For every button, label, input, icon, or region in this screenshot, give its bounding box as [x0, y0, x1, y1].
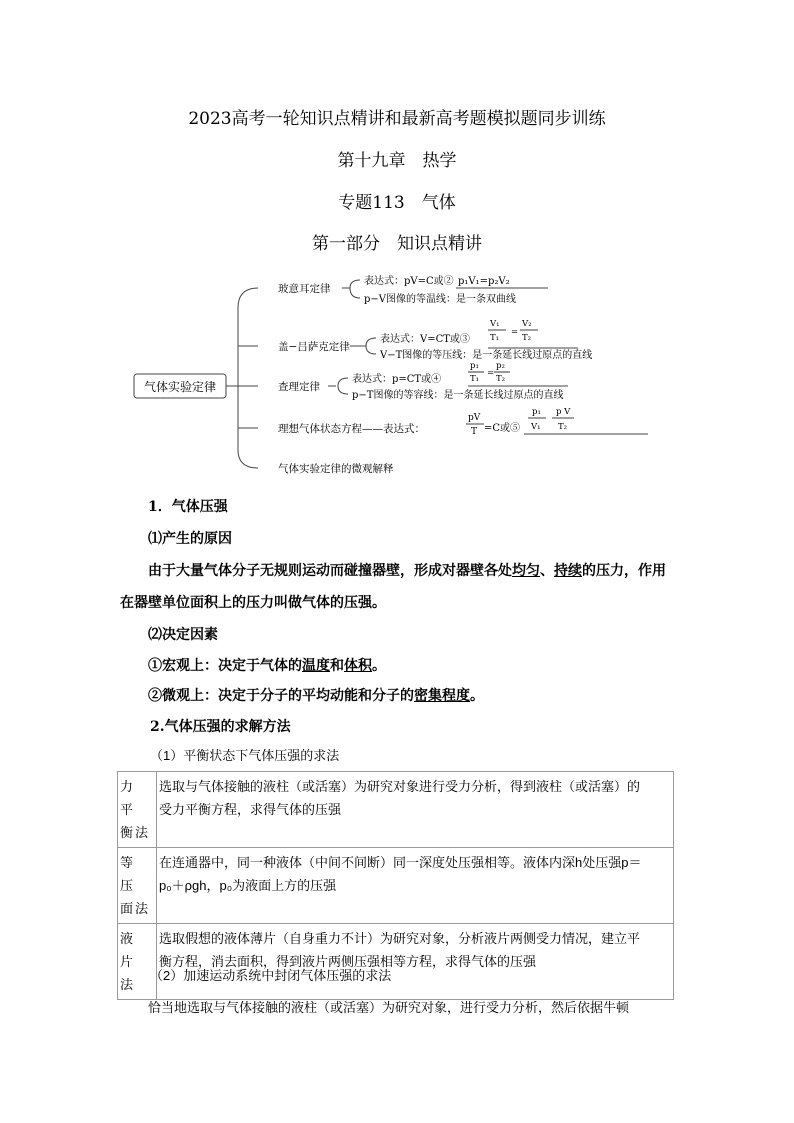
- svg-text:T₂: T₂: [522, 333, 532, 343]
- svg-text:=: =: [511, 327, 519, 337]
- charles-graph-label: p−T图像的等容线：是一条延长线过原点的直线: [352, 390, 564, 401]
- ideal-gas-lhs-fraction: [466, 413, 484, 437]
- topic-title: 专题113 气体: [338, 193, 456, 213]
- svg-text:pV: pV: [468, 413, 481, 423]
- svg-text:=: =: [487, 368, 495, 378]
- svg-text:V₁: V₁: [490, 319, 500, 329]
- svg-text:T₁: T₁: [490, 333, 500, 343]
- charles-expr-answer: [468, 361, 510, 384]
- chapter-title: 第十九章 热学: [337, 151, 457, 171]
- boyle-expr-label: 表达式：pV=C或②: [364, 276, 454, 287]
- boyle-law-label: 玻意耳定律: [278, 283, 331, 295]
- section1-para1-line2: 在器壁单位面积上的压力叫做气体的压强。: [120, 595, 386, 611]
- svg-text:T₂: T₂: [496, 374, 506, 384]
- svg-text:p V: p V: [556, 407, 571, 417]
- section1-sub1: ⑴产生的原因: [148, 531, 232, 547]
- micro-explanation-label: 气体实验定律的微观解释: [278, 463, 394, 475]
- svg-text:T₂: T₂: [558, 422, 568, 432]
- svg-text:V₂: V₂: [522, 319, 532, 329]
- section1-sub2: ⑵决定因素: [148, 627, 218, 643]
- gaylussac-expr-label: 表达式：V=CT或③: [380, 334, 470, 345]
- ideal-gas-answer: [528, 407, 574, 432]
- svg-text:p₁: p₁: [532, 407, 541, 417]
- root-label: 气体实验定律: [143, 380, 217, 394]
- ideal-gas-label: 理想气体状态方程——表达式：: [278, 423, 425, 435]
- ideal-gas-rest: =C或⑤: [484, 423, 521, 434]
- svg-text:p₁: p₁: [470, 361, 479, 371]
- section1-micro: ②微观上：决定于分子的平均动能和分子的密集程度。: [148, 688, 484, 704]
- gas-law-mindmap: [128, 268, 668, 483]
- boyle-expr-answer: p₁V₁=p₂V₂: [458, 276, 510, 287]
- table-row: 等 压 面法 在连通器中，同一种液体（中间不间断）同一深度处压强相等。液体内深h处压强p＝ p₀＋ρgh，p₀为液面上方的压强: [118, 848, 674, 924]
- table-row: 液 片 法 选取假想的液体薄片（自身重力不计）为研究对象，分析液片两侧受力情况，建立平 衡方程，消去面积，得到液片两侧压强相等方程，求得气体的压强: [118, 924, 674, 1000]
- svg-text:V₁: V₁: [531, 422, 541, 432]
- section2-sub2: （2）加速运动系统中封闭气体压强的求法: [150, 968, 392, 983]
- section2-last-line: 恰当地选取与气体接触的液柱（或活塞）为研究对象，进行受力分析，然后依据牛顿: [148, 1000, 630, 1015]
- charles-expr-label: 表达式：p=CT或④: [352, 374, 442, 385]
- section1-para1-line1: 由于大量气体分子无规则运动而碰撞器壁，形成对器壁各处均匀、持续的压力，作用: [148, 563, 666, 579]
- boyle-graph-label: p−V图像的等温线：是一条双曲线: [364, 294, 517, 305]
- section1-heading: 1．气体压强: [148, 499, 228, 515]
- svg-text:p₂: p₂: [496, 361, 505, 371]
- svg-text:T: T: [471, 427, 478, 437]
- table-row: 力 平 衡法 选取与气体接触的液柱（或活塞）为研究对象进行受力分析，得到液柱（或活塞）的 受力平衡方程，求得气体的压强: [118, 772, 674, 848]
- section2-heading: 2.气体压强的求解方法: [150, 719, 291, 735]
- document-title: 2023高考一轮知识点精讲和最新高考题模拟题同步训练: [188, 109, 606, 129]
- charles-law-label: 查理定律: [278, 381, 320, 393]
- svg-text:T₁: T₁: [470, 374, 480, 384]
- gaylussac-graph-label: V−T图像的等压线：是一条延长线过原点的直线: [380, 350, 593, 361]
- section2-sub1: （1）平衡状态下气体压强的求法: [150, 748, 340, 763]
- gaylussac-expr-answer: [488, 319, 538, 343]
- part-title: 第一部分 知识点精讲: [312, 234, 482, 254]
- section1-macro: ①宏观上：决定于气体的温度和体积。: [148, 658, 386, 674]
- gaylussac-law-label: 盖−吕萨克定律: [278, 341, 350, 353]
